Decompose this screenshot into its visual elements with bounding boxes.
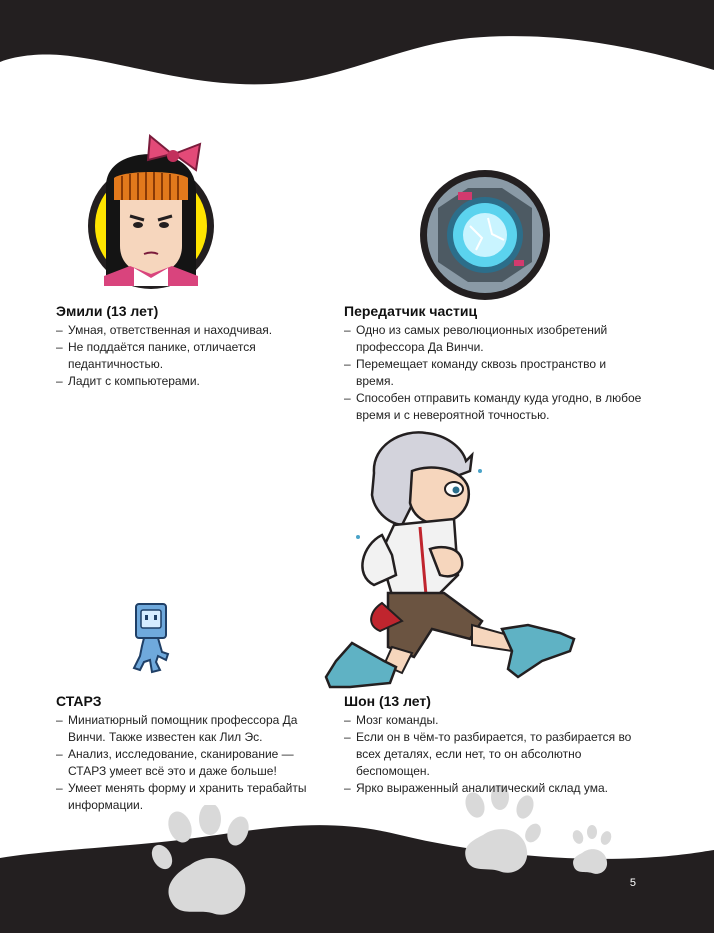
paw-print-icon bbox=[568, 825, 616, 877]
shon-running-icon bbox=[322, 425, 584, 697]
transmitter-list bbox=[344, 322, 644, 424]
list-item: – Ярко выраженный аналитический склад ума. bbox=[344, 781, 609, 795]
starz-block bbox=[56, 692, 326, 814]
list-item: – Умная, ответственная и находчивая. bbox=[56, 323, 273, 337]
emily-portrait-icon bbox=[84, 126, 220, 294]
emily-block bbox=[56, 302, 306, 390]
list-item: – Одно из самых революционных изобретений профессора Да Винчи. bbox=[344, 323, 608, 354]
shon-title: Шон (13 лет) bbox=[344, 693, 431, 709]
list-item: – Ладит с компьютерами. bbox=[56, 374, 200, 388]
starz-list bbox=[56, 712, 326, 814]
list-item: – Миниатюрный помощник профессора Да Винчи. Также известен как Лил Эс. bbox=[56, 713, 298, 744]
paw-print-icon bbox=[150, 805, 265, 925]
list-item: – Анализ, исследование, сканирование — СТАРЗ умеет всё это и даже больше! bbox=[56, 747, 294, 778]
list-item: – Если он в чём-то разбирается, то разбирается во всех деталях, если нет, то он абсолютно беспомощен. bbox=[344, 730, 632, 778]
list-item: – Мозг команды. bbox=[344, 713, 439, 727]
list-item: – Умеет менять форму и хранить терабайты информации. bbox=[56, 781, 307, 812]
particle-transmitter-icon bbox=[418, 168, 552, 302]
starz-robot-icon bbox=[130, 602, 178, 674]
list-item: – Не поддаётся панике, отличается педантичностью. bbox=[56, 340, 256, 371]
page-number: 5 bbox=[629, 877, 636, 889]
emily-title: Эмили (13 лет) bbox=[56, 303, 159, 319]
list-item: – Способен отправить команду куда угодно, в любое время и с невероятной точностью. bbox=[344, 391, 642, 422]
list-item: – Перемещает команду сквозь пространство и время. bbox=[344, 357, 607, 388]
shon-list bbox=[344, 712, 644, 797]
paw-print-icon bbox=[455, 785, 545, 880]
emily-list bbox=[56, 322, 306, 390]
transmitter-title: Передатчик частиц bbox=[344, 303, 478, 319]
transmitter-block bbox=[344, 302, 644, 424]
shon-block bbox=[344, 692, 644, 797]
starz-title: СТАРЗ bbox=[56, 693, 102, 709]
